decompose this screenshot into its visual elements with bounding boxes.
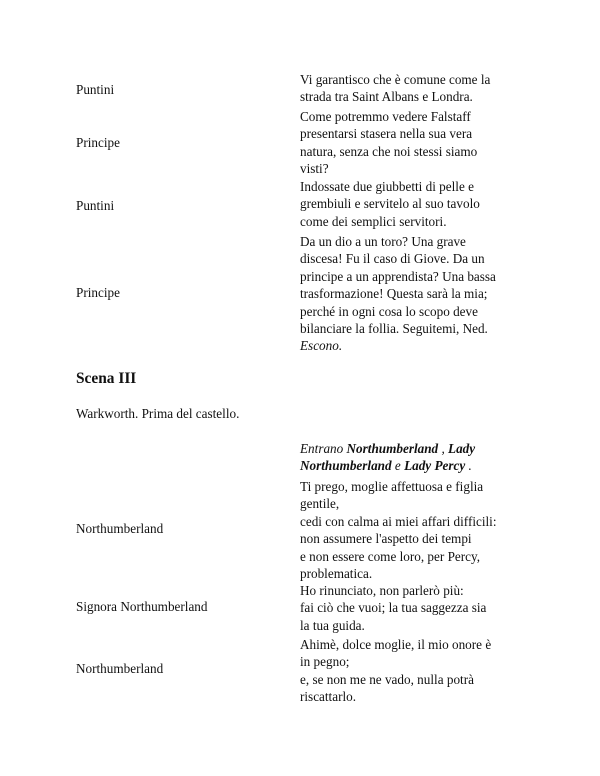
speech-text bbox=[300, 636, 536, 706]
scene-title: Scena III bbox=[76, 370, 137, 387]
speaker-name: Principe bbox=[76, 285, 120, 300]
character-name: Northumberland bbox=[300, 458, 392, 474]
speech-line: strada tra Saint Albans e Londra. bbox=[300, 89, 473, 105]
speaker-name: Northumberland bbox=[76, 521, 164, 536]
speech-line: Indossate due giubbetti di pelle e bbox=[300, 179, 474, 194]
speech-text bbox=[300, 233, 536, 355]
dialogue-row bbox=[76, 233, 536, 355]
speech-text bbox=[300, 108, 536, 178]
speech-line: natura, senza che noi stessi siamo bbox=[300, 143, 478, 159]
speaker-name: Puntini bbox=[76, 82, 115, 97]
speech-line: Ti prego, moglie affettuosa e figlia bbox=[300, 479, 484, 494]
entrance-direction bbox=[300, 440, 536, 475]
speech-line: fai ciò che vuoi; la tua saggezza sia bbox=[300, 600, 487, 616]
dialogue-row bbox=[76, 108, 536, 178]
stage-direction: Escono. bbox=[300, 338, 343, 354]
speech-line: cedi con calma ai miei affari difficili: bbox=[300, 513, 497, 529]
conjunction: e bbox=[391, 458, 405, 474]
scene-place: Warkworth. Prima del castello. bbox=[76, 406, 240, 421]
speaker-name: Signora Northumberland bbox=[76, 599, 208, 614]
speech-line: in pegno; bbox=[300, 654, 350, 670]
speech-line: la tua guida. bbox=[300, 617, 365, 633]
speech-line: presentarsi stasera nella sua vera bbox=[300, 126, 473, 142]
speaker-name: Puntini bbox=[76, 198, 115, 213]
speech-line: non assumere l'aspetto dei tempi bbox=[300, 531, 472, 547]
speech-line: riscattarlo. bbox=[300, 689, 357, 705]
speech-line: Da un dio a un toro? Una grave bbox=[300, 234, 466, 249]
speaker-name: Northumberland bbox=[76, 661, 164, 676]
character-name: Lady bbox=[448, 441, 476, 456]
speech-line: Ahimè, dolce moglie, il mio onore è bbox=[300, 637, 492, 652]
dialogue-row bbox=[76, 582, 536, 635]
dialogue-row bbox=[76, 71, 536, 107]
speech-line: discesa! Fu il caso di Giove. Da un bbox=[300, 251, 485, 267]
speech-text bbox=[300, 178, 536, 230]
character-name: Lady Percy bbox=[404, 458, 466, 474]
dialogue-row bbox=[76, 636, 536, 706]
entrance-row bbox=[76, 440, 536, 476]
speech-line: visti? bbox=[300, 161, 329, 177]
speech-text bbox=[300, 582, 536, 634]
speech-line: problematica. bbox=[300, 566, 373, 582]
speech-line: trasformazione! Questa sarà la mia; bbox=[300, 286, 488, 302]
dialogue-row bbox=[76, 178, 536, 231]
separator: , bbox=[438, 441, 449, 456]
speech-line: grembiuli e servitelo al suo tavolo bbox=[300, 196, 480, 212]
speech-line: perché in ogni cosa lo scopo deve bbox=[300, 303, 478, 319]
character-name: Northumberland bbox=[346, 441, 439, 456]
dialogue-row bbox=[76, 478, 536, 582]
speech-line: Ho rinunciato, non parlerò più: bbox=[300, 583, 464, 598]
speech-line: come dei semplici servitori. bbox=[300, 213, 447, 229]
speech-line: e, se non me ne vado, nulla potrà bbox=[300, 671, 474, 687]
speech-line: principe a un apprendista? Una bassa bbox=[300, 268, 496, 284]
speech-line: Come potremmo vedere Falstaff bbox=[300, 109, 471, 124]
speaker-name: Principe bbox=[76, 135, 120, 150]
speech-text bbox=[300, 71, 536, 106]
entrance-verb: Entrano bbox=[300, 441, 344, 456]
speech-text bbox=[300, 478, 536, 582]
speech-line: Vi garantisco che è comune come la bbox=[300, 72, 491, 87]
separator: . bbox=[465, 458, 472, 474]
speech-line: gentile, bbox=[300, 496, 340, 512]
speech-line: e non essere come loro, per Percy, bbox=[300, 548, 481, 564]
speech-line: bilanciare la follia. Seguitemi, Ned. bbox=[300, 321, 488, 337]
